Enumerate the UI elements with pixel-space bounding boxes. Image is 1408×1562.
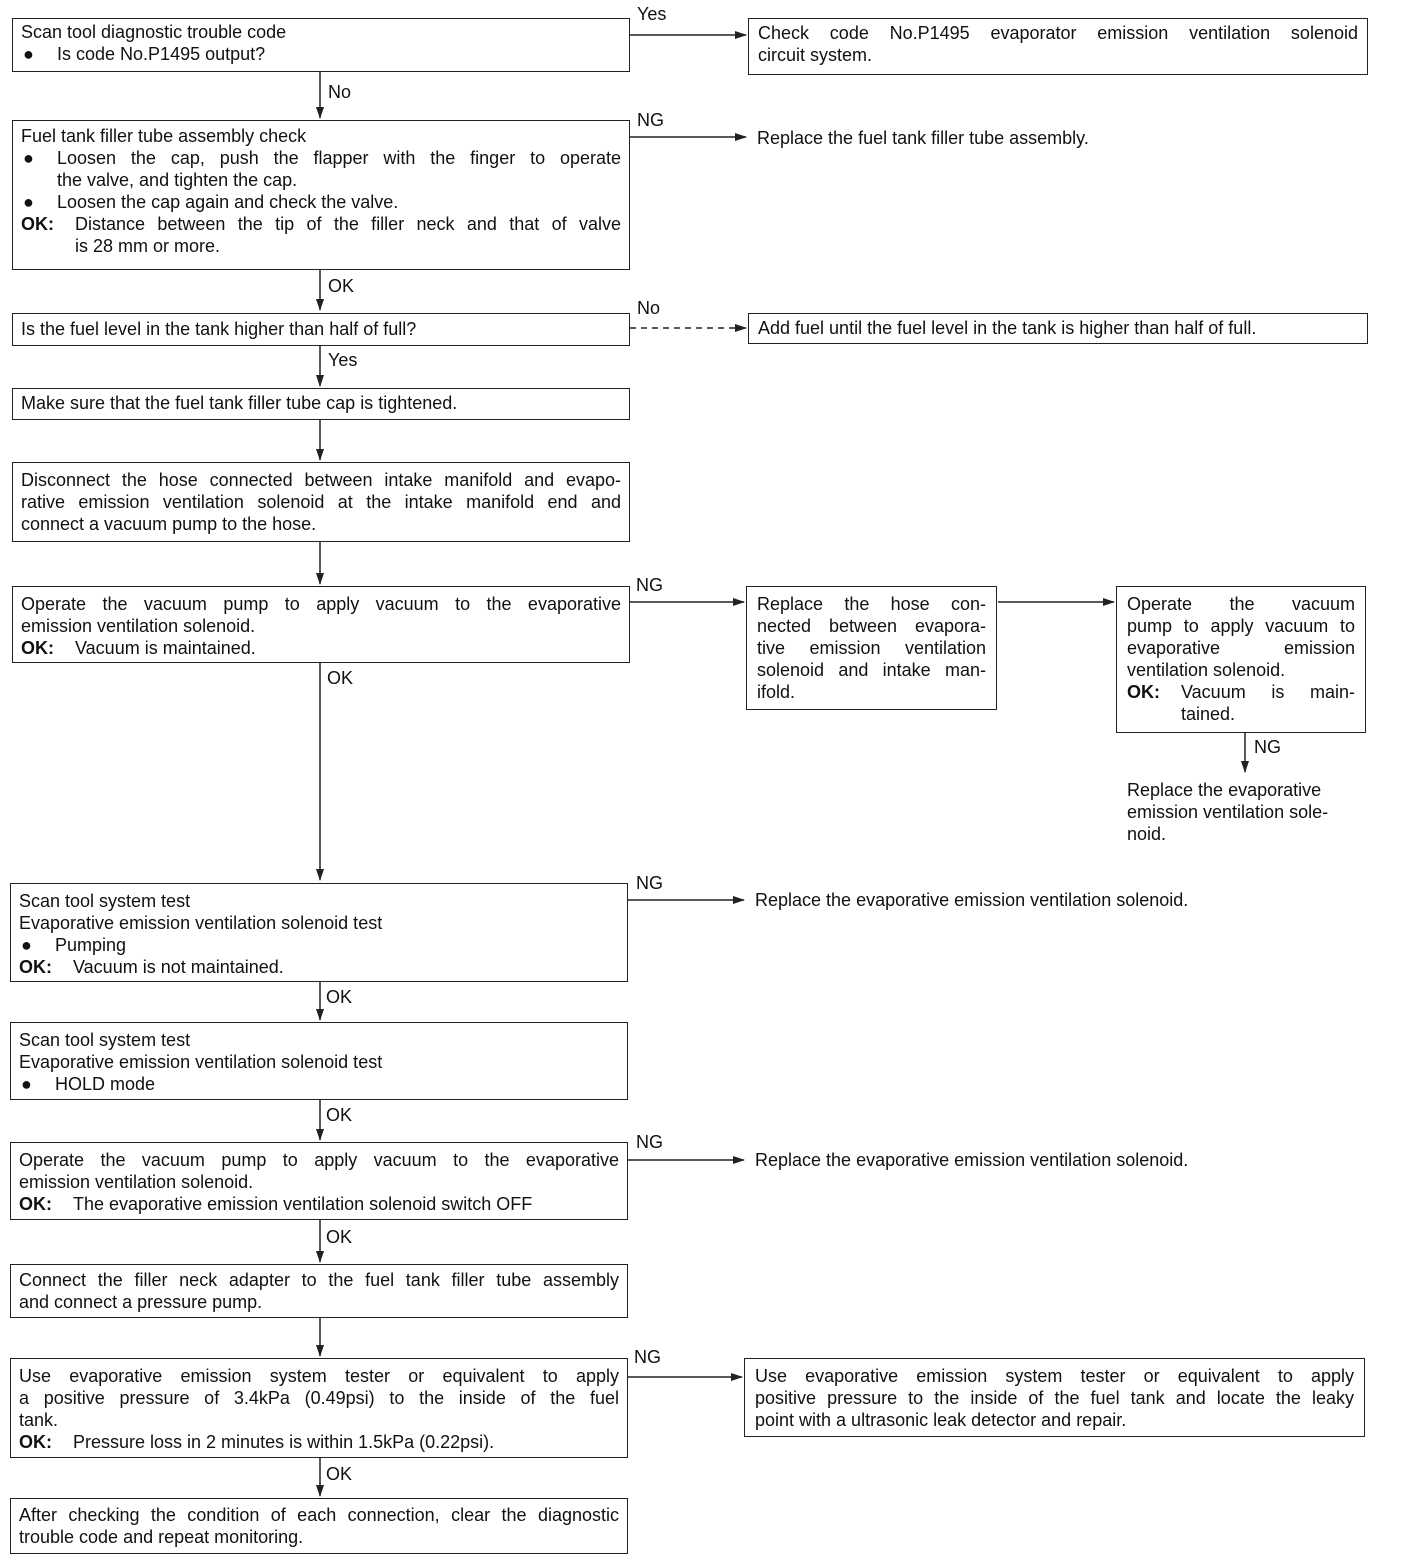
- step-pumping-test: [10, 883, 628, 982]
- step-line: Evaporative emission ventilation solenoid test: [19, 913, 383, 933]
- step-clear-dtc: [10, 1498, 628, 1554]
- step-text: Make sure that the fuel tank filler tube cap is tightened.: [21, 393, 458, 413]
- step-vacuum-switch-off: [10, 1142, 628, 1220]
- step-filler-tube-check: [12, 120, 630, 270]
- ok-label: OK:: [1127, 682, 1160, 702]
- ok-text: Distance between the tip of the filler neck and that of valve: [75, 214, 621, 234]
- label-ok: OK: [326, 1464, 353, 1484]
- ok-label: OK:: [19, 957, 52, 977]
- result-text: Add fuel until the fuel level in the tank is higher than half of full.: [758, 318, 1257, 338]
- ok-label: OK:: [19, 1432, 52, 1452]
- step-line: Evaporative emission ventilation solenoid test: [19, 1052, 383, 1072]
- step-connect-filler-adapter: [10, 1264, 628, 1318]
- result-replace-solenoid: Replace the evaporative emission ventilation solenoid.: [755, 1150, 1189, 1170]
- step-line: emission ventilation solenoid.: [19, 1172, 254, 1192]
- step-line: Connect the filler neck adapter to the fuel tank filler tube assembly: [19, 1270, 619, 1290]
- step-disconnect-hose: [12, 462, 630, 542]
- ok-label: OK:: [19, 1194, 52, 1214]
- label-ng: NG: [634, 1347, 661, 1367]
- step-line: Use evaporative emission system tester or equivalent to apply: [19, 1366, 619, 1386]
- result-line: noid.: [1127, 824, 1167, 844]
- ok-text: Vacuum is main-: [1181, 682, 1355, 702]
- label-ok: OK: [326, 1105, 353, 1125]
- result-line: Replace the hose con-: [757, 594, 986, 614]
- result-replace-filler-tube: Replace the fuel tank filler tube assembly.: [757, 128, 1089, 148]
- ok-text: is 28 mm or more.: [75, 236, 221, 256]
- label-no: No: [637, 298, 661, 318]
- step-line: After checking the condition of each connection, clear the diagnostic: [19, 1505, 619, 1525]
- label-ng: NG: [636, 873, 663, 893]
- result-line: emission ventilation sole-: [1127, 802, 1329, 822]
- label-ng: NG: [1254, 737, 1281, 757]
- label-ok: OK: [327, 668, 354, 688]
- step-bullet: Loosen the cap again and check the valve.: [57, 192, 399, 212]
- ok-text: Vacuum is not maintained.: [73, 957, 284, 977]
- result-line: Check code No.P1495 evaporator emission ventilation solenoid: [758, 23, 1358, 43]
- result-line: point with a ultrasonic leak detector and repair.: [755, 1410, 1127, 1430]
- bullet-icon: ●: [23, 148, 34, 168]
- step-line: tank.: [19, 1410, 59, 1430]
- result-add-fuel: [748, 313, 1368, 344]
- step-line: connect a vacuum pump to the hose.: [21, 514, 317, 534]
- step-text: Is the fuel level in the tank higher than half of full?: [21, 319, 417, 339]
- label-ng: NG: [636, 575, 663, 595]
- step-bullet: Loosen the cap, push the flapper with the finger to operate: [57, 148, 621, 168]
- label-ng: NG: [637, 110, 664, 130]
- label-no: No: [328, 82, 352, 102]
- label-yes: Yes: [637, 4, 667, 24]
- result-locate-leak: [744, 1358, 1365, 1437]
- step-pressure-test: [10, 1358, 628, 1458]
- result-replace-hose: [746, 586, 997, 710]
- label-ng: NG: [636, 1132, 663, 1152]
- step-bullet: HOLD mode: [55, 1074, 156, 1094]
- step-line: Operate the vacuum pump to apply vacuum to the evaporative: [21, 594, 621, 614]
- step-line: Scan tool system test: [19, 891, 191, 911]
- step-reapply-vacuum: [1116, 586, 1366, 733]
- result-line: solenoid and intake man-: [757, 660, 986, 680]
- ok-text: Pressure loss in 2 minutes is within 1.5kPa (0.22psi).: [73, 1432, 495, 1452]
- step-apply-vacuum: [12, 586, 630, 663]
- result-replace-solenoid: [1127, 779, 1357, 845]
- result-line: ifold.: [757, 682, 796, 702]
- step-line: pump to apply vacuum to: [1127, 616, 1355, 636]
- step-line: and connect a pressure pump.: [19, 1292, 263, 1312]
- result-line: Use evaporative emission system tester or equivalent to apply: [755, 1366, 1354, 1386]
- step-line: a positive pressure of 3.4kPa (0.49psi) to the inside of the fuel: [19, 1388, 619, 1408]
- step-line: rative emission ventilation solenoid at the intake manifold end and: [21, 492, 621, 512]
- ok-text: tained.: [1181, 704, 1236, 724]
- bullet-icon: ●: [21, 935, 32, 955]
- step-bullet: Pumping: [55, 935, 127, 955]
- ok-label: OK:: [21, 638, 54, 658]
- step-line: trouble code and repeat monitoring.: [19, 1527, 304, 1547]
- bullet-icon: ●: [23, 192, 34, 212]
- bullet-icon: ●: [21, 1074, 32, 1094]
- ok-text: Vacuum is maintained.: [75, 638, 256, 658]
- step-line: Scan tool system test: [19, 1030, 191, 1050]
- step-line: Disconnect the hose connected between intake manifold and evapo-: [21, 470, 621, 490]
- bullet-icon: ●: [23, 44, 34, 64]
- label-yes: Yes: [328, 350, 358, 370]
- result-line: circuit system.: [758, 45, 873, 65]
- result-replace-solenoid: Replace the evaporative emission ventilation solenoid.: [755, 890, 1189, 910]
- step-title: Fuel tank filler tube assembly check: [21, 126, 307, 146]
- step-cap-tightened: [12, 388, 630, 420]
- step-line: evaporative emission: [1127, 638, 1355, 658]
- ok-label: OK:: [21, 214, 54, 234]
- step-line: Operate the vacuum: [1127, 594, 1355, 614]
- label-ok: OK: [328, 276, 355, 296]
- label-ok: OK: [326, 1227, 353, 1247]
- step-line: ventilation solenoid.: [1127, 660, 1286, 680]
- step-line: emission ventilation solenoid.: [21, 616, 256, 636]
- result-check-code: [748, 18, 1368, 75]
- label-ok: OK: [326, 987, 353, 1007]
- step-hold-mode-test: [10, 1022, 628, 1100]
- result-line: positive pressure to the inside of the fuel tank and locate the leaky: [755, 1388, 1354, 1408]
- result-line: Replace the evaporative: [1127, 780, 1322, 800]
- result-line: nected between evapora-: [757, 616, 986, 636]
- step-bullet: Is code No.P1495 output?: [57, 44, 266, 64]
- step-fuel-level-question: [12, 313, 630, 346]
- step-scan-tool-dtc: [12, 18, 630, 72]
- ok-text: The evaporative emission ventilation solenoid switch OFF: [73, 1194, 533, 1214]
- step-title: Scan tool diagnostic trouble code: [21, 22, 287, 42]
- step-line: Operate the vacuum pump to apply vacuum to the evaporative: [19, 1150, 619, 1170]
- step-bullet: the valve, and tighten the cap.: [57, 170, 298, 190]
- result-line: tive emission ventilation: [757, 638, 986, 658]
